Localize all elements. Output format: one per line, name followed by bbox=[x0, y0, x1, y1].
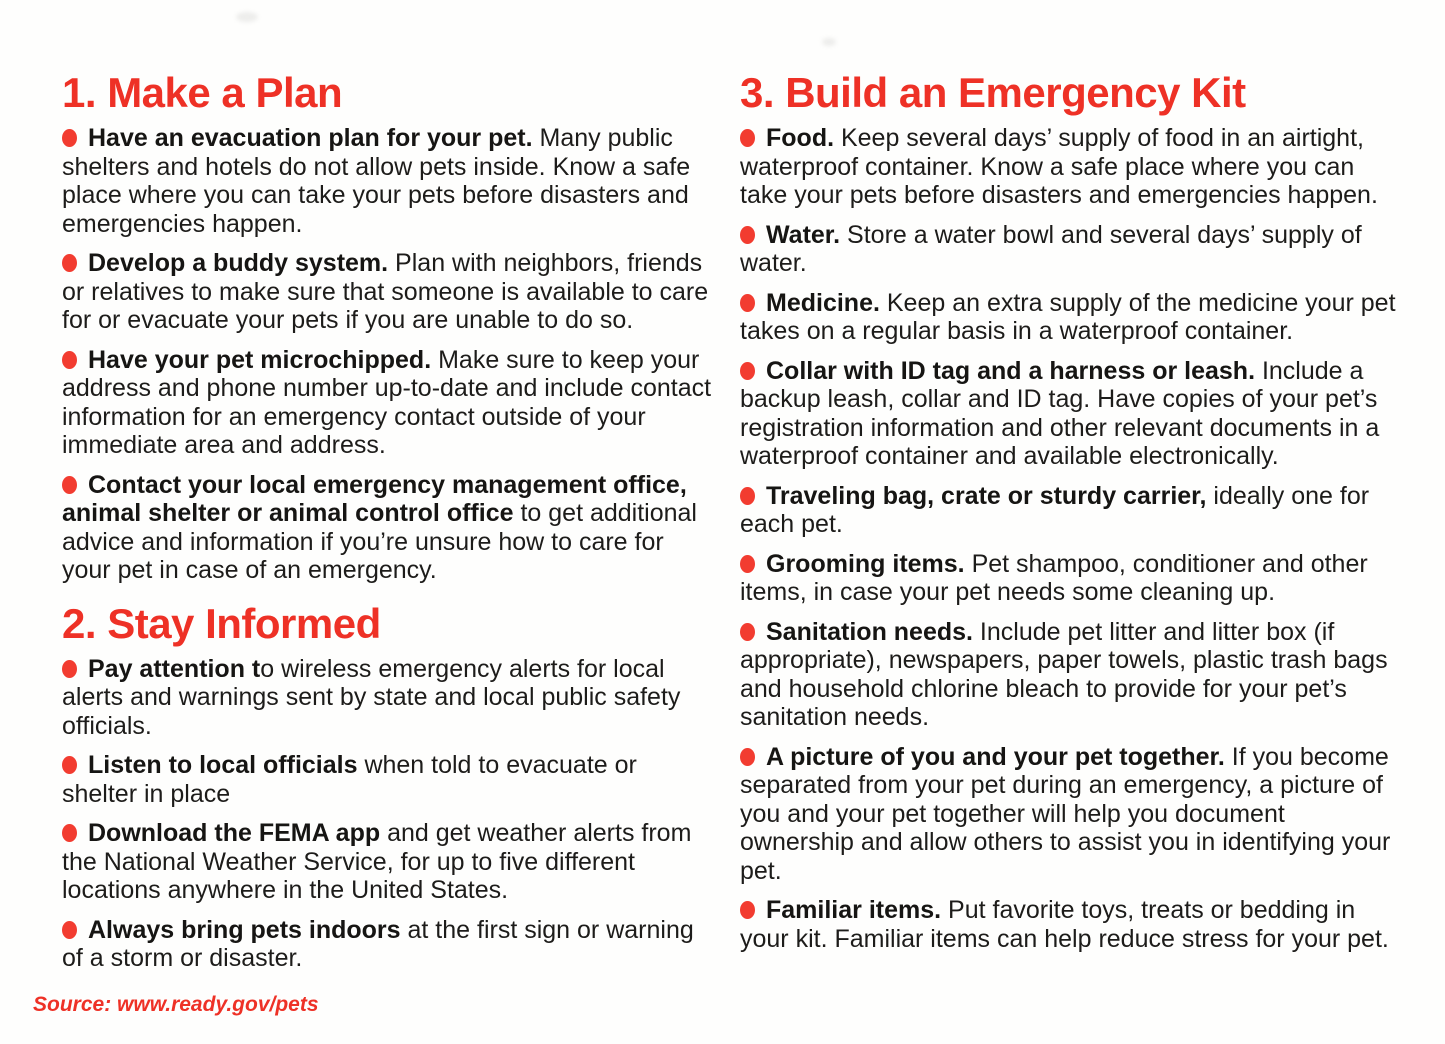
bullet-icon bbox=[62, 476, 77, 494]
item-body-text: and get weather alerts from the National Weather Service, for up to five different locations anywhere in the United States. bbox=[62, 819, 692, 904]
item-body-text: Include pet litter and litter box (if appropriate), newspapers, paper towels, plastic trash bags and household chlorine bleach to provide for your pet’s sanitation needs. bbox=[740, 617, 1388, 731]
bullet-icon bbox=[62, 824, 77, 842]
item-lead-text: Traveling bag, crate or sturdy carrier, bbox=[766, 481, 1207, 510]
item-body-text: to get additional advice and information if you’re unsure how to care for your pet in case of an emergency. bbox=[62, 499, 697, 584]
item-lead-text: Download the FEMA app bbox=[88, 819, 381, 847]
bullet-icon bbox=[740, 487, 755, 505]
bullet-icon bbox=[62, 921, 77, 939]
item-lead-text: Sanitation needs. bbox=[766, 617, 973, 646]
item-body-text: Plan with neighbors, friends or relatives to make sure that someone is available to care for or evacuate your pets if you are unable to do so. bbox=[62, 249, 709, 334]
bullet-icon bbox=[740, 748, 755, 766]
item-lead-text: Familiar items. bbox=[766, 896, 942, 924]
bullet-item bbox=[62, 916, 712, 973]
item-body-text: Include a backup leash, collar and ID tag. Have copies of your pet’s registration information and other relevant documents in a waterproof container and available electronically. bbox=[740, 356, 1380, 470]
item-lead-text: Contact your local emergency management office, animal shelter or animal control office bbox=[62, 470, 687, 527]
bullet-icon bbox=[62, 129, 77, 147]
item-body-text: o wireless emergency alerts for local alerts and warnings sent by state and local public safety officials. bbox=[62, 654, 681, 740]
bullet-item bbox=[62, 124, 712, 238]
item-lead-text: Food. bbox=[766, 124, 835, 152]
bullet-icon bbox=[740, 294, 755, 312]
item-body-text: Store a water bowl and several days’ supply of water. bbox=[740, 220, 1362, 277]
bullet-icon bbox=[62, 660, 77, 678]
item-lead-text: Collar with ID tag and a harness or leash. bbox=[766, 356, 1256, 385]
bullet-item bbox=[740, 550, 1400, 607]
bullet-item bbox=[62, 249, 712, 335]
bullet-item bbox=[740, 743, 1400, 886]
source-line: Source: www.ready.gov/pets bbox=[33, 993, 319, 1016]
bullet-item bbox=[62, 346, 712, 460]
bullet-item bbox=[740, 289, 1400, 346]
item-lead-text: Develop a buddy system. bbox=[88, 249, 389, 277]
section-heading: 3. Build an Emergency Kit bbox=[740, 69, 1246, 116]
item-lead-text: Always bring pets indoors bbox=[88, 915, 401, 944]
item-lead-text: Medicine. bbox=[766, 288, 880, 317]
bullet-icon bbox=[740, 226, 755, 244]
item-body-text: when told to evacuate or shelter in place bbox=[62, 751, 637, 808]
item-body-text: If you become separated from your pet during an emergency, a picture of you and your pet together will help you document ownership and allow others to assist you in identifying your pet. bbox=[740, 742, 1391, 885]
section-heading: 2. Stay Informed bbox=[62, 599, 381, 647]
bullet-item bbox=[62, 655, 712, 741]
item-lead-text: Have your pet microchipped. bbox=[88, 345, 432, 374]
bullet-icon bbox=[740, 129, 755, 147]
bullet-icon bbox=[62, 756, 77, 774]
item-body-text: Keep an extra supply of the medicine your pet takes on a regular basis in a waterproof container. bbox=[740, 288, 1396, 345]
bullet-item bbox=[740, 221, 1400, 278]
item-body-text: Pet shampoo, conditioner and other items, in case your pet needs some cleaning up. bbox=[740, 549, 1368, 606]
item-body-text: at the first sign or warning of a storm or disaster. bbox=[62, 915, 694, 972]
item-lead-text: Grooming items. bbox=[766, 549, 965, 578]
item-body-text: ideally one for each pet. bbox=[740, 481, 1370, 538]
item-body-text: Make sure to keep your address and phone number up-to-date and include contact information for an emergency contact outside of your immediate area and address. bbox=[62, 345, 712, 459]
bullet-item bbox=[740, 896, 1400, 953]
column-left bbox=[62, 70, 712, 984]
bullet-item bbox=[740, 618, 1400, 732]
scan-artifact bbox=[236, 12, 258, 22]
bullet-item bbox=[740, 357, 1400, 471]
item-lead-text: Have an evacuation plan for your pet. bbox=[88, 124, 533, 152]
bullet-icon bbox=[740, 362, 755, 380]
bullet-icon bbox=[740, 623, 755, 641]
bullet-icon bbox=[62, 351, 77, 369]
bullet-item bbox=[740, 124, 1400, 210]
bullet-item bbox=[62, 751, 712, 808]
bullet-item bbox=[62, 471, 712, 585]
bullet-item bbox=[740, 482, 1400, 539]
scan-artifact bbox=[822, 38, 836, 46]
item-body-text: Keep several days’ supply of food in an airtight, waterproof container. Know a safe place where you can take your pets before disasters and emergencies happen. bbox=[740, 124, 1378, 209]
item-lead-text: Listen to local officials bbox=[88, 751, 358, 779]
bullet-item bbox=[62, 819, 712, 905]
bullet-icon bbox=[740, 555, 755, 573]
item-lead-text: Pay attention t bbox=[88, 654, 261, 683]
section-heading: 1. Make a Plan bbox=[62, 69, 343, 116]
item-lead-text: A picture of you and your pet together. bbox=[766, 742, 1225, 771]
item-body-text: Put favorite toys, treats or bedding in your kit. Familiar items can help reduce stress for your pet. bbox=[740, 896, 1389, 953]
bullet-icon bbox=[740, 901, 755, 919]
bullet-icon bbox=[62, 254, 77, 272]
item-body-text: Many public shelters and hotels do not allow pets inside. Know a safe place where you can take your pets before disasters and emergencies happen. bbox=[62, 124, 691, 238]
column-right bbox=[740, 70, 1400, 964]
item-lead-text: Water. bbox=[766, 220, 841, 249]
